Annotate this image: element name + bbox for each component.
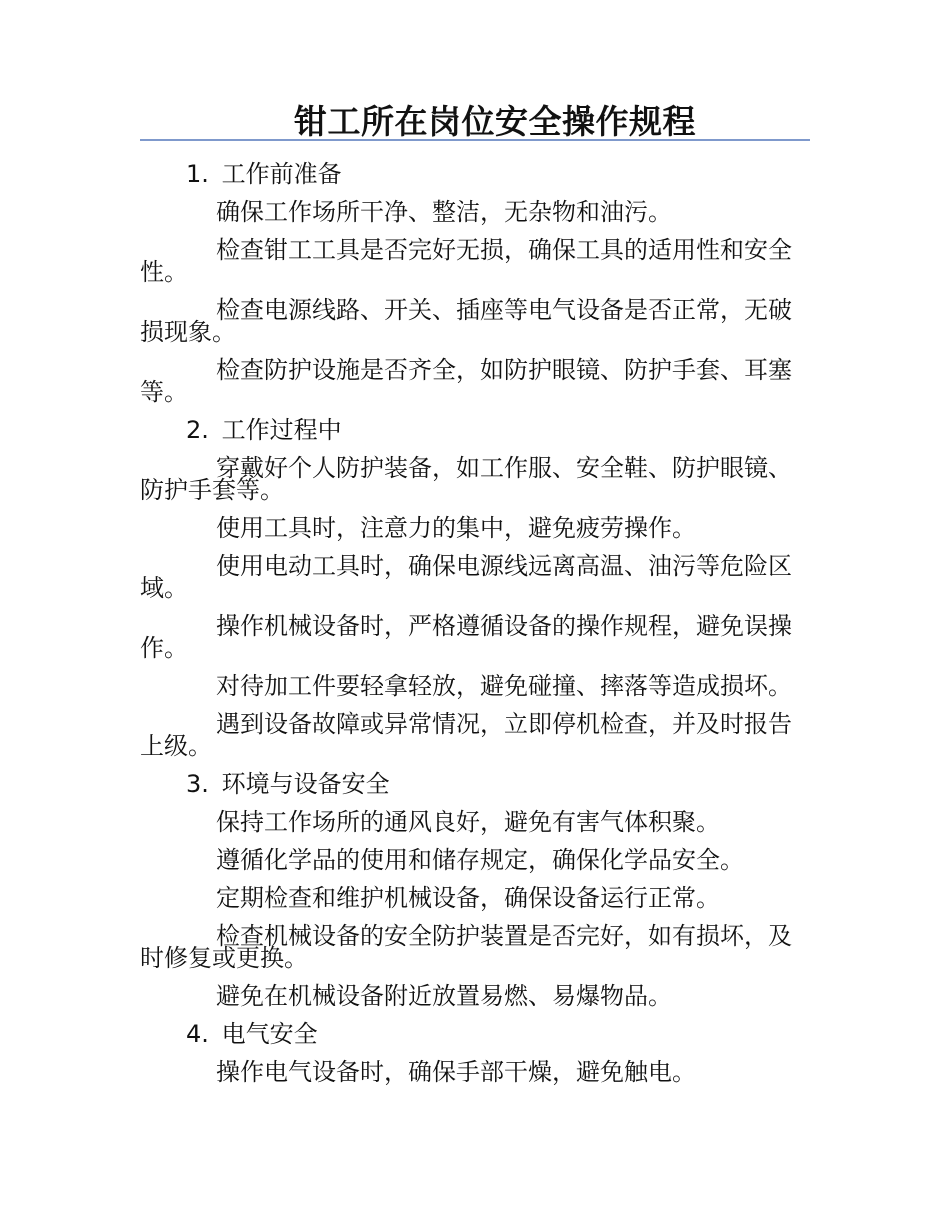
section-item: 遇到设备故障或异常情况，立即停机检查，并及时报告上级。	[140, 710, 792, 760]
section-title: 工作过程中	[221, 416, 342, 444]
section-4	[140, 1015, 800, 1091]
section-heading	[140, 155, 800, 193]
section-heading	[140, 765, 800, 803]
section-number: 4.	[186, 1020, 209, 1048]
section-item: 检查电源线路、开关、插座等电气设备是否正常，无破损现象。	[140, 296, 792, 346]
section-item: 检查机械设备的安全防护装置是否完好，如有损坏，及时修复或更换。	[140, 922, 792, 972]
section-title: 环境与设备安全	[221, 770, 390, 798]
document-title: 钳工所在岗位安全操作规程	[294, 102, 696, 141]
section-item: 使用工具时，注意力的集中，避免疲劳操作。	[216, 514, 696, 542]
section-2	[140, 411, 800, 765]
document-body	[140, 155, 800, 1091]
section-item: 穿戴好个人防护装备，如工作服、安全鞋、防护眼镜、防护手套等。	[140, 454, 792, 504]
section-1	[140, 155, 800, 411]
section-item: 检查钳工工具是否完好无损，确保工具的适用性和安全性。	[140, 236, 792, 286]
section-item: 定期检查和维护机械设备，确保设备运行正常。	[216, 884, 720, 912]
section-item: 使用电动工具时，确保电源线远离高温、油污等危险区域。	[140, 552, 792, 602]
section-item: 对待加工件要轻拿轻放，避免碰撞、摔落等造成损坏。	[216, 672, 792, 700]
section-number: 3.	[186, 770, 209, 798]
section-number: 2.	[186, 416, 209, 444]
section-item: 操作机械设备时，严格遵循设备的操作规程，避免误操作。	[140, 612, 792, 662]
section-item: 操作电气设备时，确保手部干燥，避免触电。	[216, 1058, 696, 1086]
section-item: 避免在机械设备附近放置易燃、易爆物品。	[216, 982, 672, 1010]
section-3	[140, 765, 800, 1015]
section-number: 1.	[186, 160, 209, 188]
section-item: 遵循化学品的使用和储存规定，确保化学品安全。	[216, 846, 744, 874]
section-item: 保持工作场所的通风良好，避免有害气体积聚。	[216, 808, 720, 836]
section-item: 确保工作场所干净、整洁，无杂物和油污。	[216, 198, 672, 226]
title-underline	[140, 139, 810, 141]
section-title: 电气安全	[221, 1020, 318, 1048]
section-heading	[140, 411, 800, 449]
section-heading	[140, 1015, 800, 1053]
section-title: 工作前准备	[221, 160, 342, 188]
section-item: 检查防护设施是否齐全，如防护眼镜、防护手套、耳塞等。	[140, 356, 792, 406]
